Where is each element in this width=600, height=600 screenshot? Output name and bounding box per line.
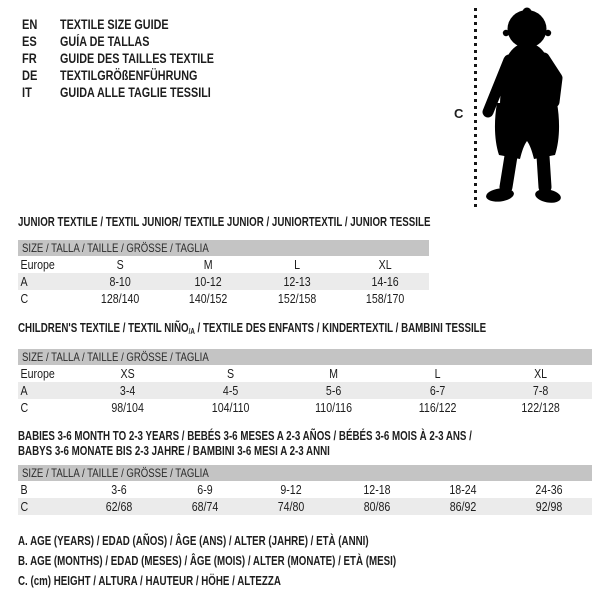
size-header-bar: [18, 465, 592, 481]
table-title-text: / TEXTILE DES ENFANTS / KINDERTEXTIL / BAMBINI TESSILE: [194, 321, 487, 335]
size-cell: 9-12: [280, 482, 302, 497]
baby-silhouette-icon: [481, 6, 573, 208]
size-cell: 98/104: [111, 400, 144, 415]
size-header-text: SIZE / TALLA / TAILLE / GRÖSSE / TAGLIA: [22, 466, 209, 480]
legend-notes: [18, 531, 503, 591]
size-cell: 7-8: [532, 383, 549, 398]
note-c: [18, 571, 503, 591]
size-cell: 122/128: [521, 400, 560, 415]
language-code: FR: [22, 51, 37, 66]
note-text: A. AGE (YEARS) / EDAD (AÑOS) / ÂGE (ANS) / ALTER (JAHRE) / ETÀ (ANNI): [18, 534, 369, 548]
height-dotted-line: [474, 8, 477, 208]
size-header-text: SIZE / TALLA / TAILLE / GRÖSSE / TAGLIA: [22, 350, 209, 364]
size-cell: L: [434, 366, 441, 381]
size-header-bar: [18, 349, 592, 365]
junior-textile-table: [18, 216, 429, 307]
row-label: C: [20, 291, 29, 306]
table-row: [18, 399, 592, 416]
size-cell: 6-9: [197, 482, 213, 497]
table-title-text: CHILDREN'S TEXTILE / TEXTIL NIÑO: [18, 321, 189, 335]
table-row: [18, 256, 429, 273]
language-title: GUIDE DES TAILLES TEXTILE: [60, 51, 215, 66]
table-row: [18, 273, 429, 290]
language-list: [22, 16, 253, 101]
size-cell: 80/86: [363, 499, 391, 514]
language-row-de: [22, 67, 253, 84]
row-label: Europe: [20, 366, 55, 381]
table-row: [18, 365, 592, 382]
table-title: [18, 321, 487, 338]
size-cell: 62/68: [105, 499, 133, 514]
language-title: TEXTILGRÖßENFÜHRUNG: [60, 68, 198, 83]
size-cell: 152/158: [277, 291, 316, 306]
size-cell: 128/140: [100, 291, 140, 306]
row-label: A: [20, 274, 28, 289]
size-cell: M: [203, 257, 213, 272]
table-title: BABIES 3-6 MONTH TO 2-3 YEARS / BEBÉS 3-6 MESES A 2-3 AÑOS / BÉBÉS 3-6 MOIS À 2-3 ANS /: [18, 429, 472, 443]
size-cell: 4-5: [223, 383, 239, 398]
language-title: TEXTILE SIZE GUIDE: [60, 17, 169, 32]
size-cell: 5-6: [326, 383, 342, 398]
row-label: B: [20, 482, 28, 497]
note-b: [18, 551, 503, 571]
children-textile-table: [18, 322, 592, 416]
size-cell: S: [116, 257, 124, 272]
size-cell: 158/170: [365, 291, 405, 306]
language-row-it: [22, 84, 253, 101]
language-title: GUÍA DE TALLAS: [60, 34, 150, 49]
size-cell: 86/92: [449, 499, 477, 514]
table-row: [18, 382, 592, 399]
babies-textile-table: [18, 429, 592, 515]
row-label: A: [20, 383, 28, 398]
size-cell: 24-36: [535, 482, 563, 497]
size-cell: 12-18: [363, 482, 391, 497]
language-code: IT: [22, 85, 32, 100]
table-title-subscript: /A: [188, 327, 195, 336]
language-code: ES: [22, 34, 37, 49]
table-row: [18, 290, 429, 307]
row-label: C: [20, 499, 29, 514]
language-row-fr: [22, 50, 253, 67]
size-cell: 140/152: [189, 291, 228, 306]
size-header-bar: [18, 240, 429, 256]
row-label: Europe: [20, 257, 55, 272]
language-code: DE: [22, 68, 38, 83]
note-a: [18, 531, 503, 551]
size-cell: 12-13: [283, 274, 311, 289]
size-cell: 104/110: [211, 400, 250, 415]
size-cell: 92/98: [535, 499, 563, 514]
size-cell: XL: [378, 257, 392, 272]
table-row: [18, 481, 592, 498]
size-cell: XL: [533, 366, 547, 381]
height-label: C: [454, 106, 464, 121]
size-cell: 68/74: [191, 499, 219, 514]
size-header-text: SIZE / TALLA / TAILLE / GRÖSSE / TAGLIA: [22, 241, 209, 255]
size-cell: 18-24: [449, 482, 477, 497]
language-title: GUIDA ALLE TAGLIE TESSILI: [60, 85, 211, 100]
size-cell: 6-7: [429, 383, 445, 398]
size-cell: XS: [120, 366, 135, 381]
table-title: BABYS 3-6 MONATE BIS 2-3 JAHRE / BAMBINI 3-6 MESI A 2-3 ANNI: [18, 444, 330, 458]
language-code: EN: [22, 17, 38, 32]
size-cell: M: [329, 366, 339, 381]
note-text: B. AGE (MONTHS) / EDAD (MESES) / ÂGE (MOIS) / ALTER (MONATE) / ETÀ (MESI): [18, 554, 397, 568]
table-row: [18, 498, 592, 515]
size-cell: 14-16: [371, 274, 399, 289]
size-cell: 8-10: [109, 274, 131, 289]
size-cell: S: [227, 366, 235, 381]
size-cell: 116/122: [418, 400, 457, 415]
language-row-en: [22, 16, 253, 33]
size-cell: 10-12: [194, 274, 222, 289]
language-row-es: [22, 33, 253, 50]
size-cell: 74/80: [277, 499, 305, 514]
size-cell: 3-4: [119, 383, 136, 398]
size-cell: L: [293, 257, 300, 272]
note-text: C. (cm) HEIGHT / ALTURA / HAUTEUR / HÖHE / ALTEZZA: [18, 574, 281, 588]
row-label: C: [20, 400, 29, 415]
table-title: JUNIOR TEXTILE / TEXTIL JUNIOR/ TEXTILE JUNIOR / JUNIORTEXTIL / JUNIOR TESSILE: [18, 215, 431, 229]
size-cell: 110/116: [315, 400, 353, 415]
size-cell: 3-6: [111, 482, 127, 497]
